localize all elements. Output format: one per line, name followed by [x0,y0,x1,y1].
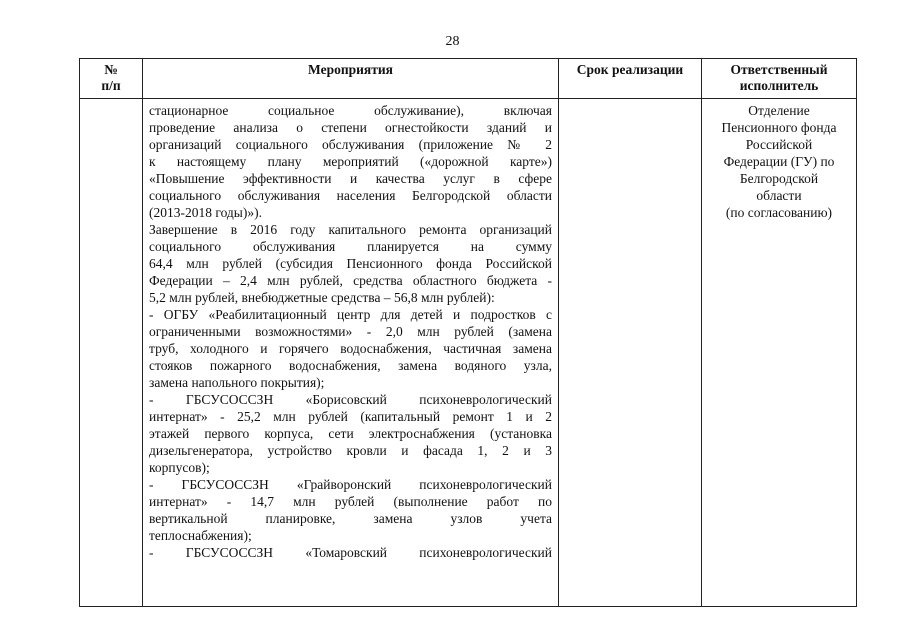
measures-line: вертикальной планировке, замена узлов учета [149,511,552,526]
measures-line: Завершение в 2016 году капитального ремонта организаций [149,222,552,237]
measures-line: - ГБСУСОССЗН «Томаровский психоневрологический [149,545,552,560]
row-num-cell [80,99,143,607]
executor-line: Пенсионного фонда [721,120,837,135]
measures-line: организаций социального обслуживания (приложение № 2 [149,137,552,152]
measures-line: проведение анализа о степени огнестойкости зданий и [149,120,552,135]
measures-line: к настоящему плану мероприятий («дорожной карте») [149,154,552,169]
header-executor [702,59,857,99]
measures-line: интернат» - 25,2 млн рублей (капитальный ремонт 1 и 2 [149,409,552,424]
measures-line: труб, холодного и горячего водоснабжения, частичная замена [149,341,552,356]
header-num [80,59,143,99]
measures-line: социального обслуживания планируется на сумму [149,239,552,254]
measures-cell [143,99,559,607]
executor-line: Белгородской [739,171,819,186]
measures-line: ограниченными возможностями» - 2,0 млн рублей (замена [149,324,552,339]
measures-line: теплоснабжения); [149,528,252,543]
measures-line: социального обслуживания населения Белгородской области [149,188,552,203]
table-body [80,99,857,607]
page-number: 28 [445,34,460,49]
executor-line: Отделение [748,103,810,118]
measures-table [79,58,857,607]
executor-line: Российской [745,137,813,152]
table-row [80,99,857,607]
measures-line: «Повышение эффективности и качества услуг в сфере [149,171,552,186]
measures-line: - ОГБУ «Реабилитационный центр для детей и подростков с [149,307,552,322]
term-cell [559,99,702,607]
header-row [80,59,857,99]
executor-line: Федерации (ГУ) по [723,154,835,169]
measures-line: - ГБСУСОССЗН «Грайворонский психоневрологический [149,477,552,492]
executor-line: области [756,188,802,203]
measures-line: (2013-2018 годы)»). [149,205,262,220]
header-executor-line-1: Ответственный [730,62,828,77]
measures-line: 5,2 млн рублей, внебюджетные средства – 56,8 млн рублей): [149,290,495,305]
measures-line: 64,4 млн рублей (субсидия Пенсионного фонда Российской [149,256,552,271]
measures-line: интернат» - 14,7 млн рублей (выполнение работ по [149,494,552,509]
header-measures: Мероприятия [143,59,559,99]
measures-line: стационарное социальное обслуживание), включая [149,103,552,118]
header-term: Срок реализации [559,59,702,99]
table-header [80,59,857,99]
measures-line: корпусов); [149,460,210,475]
measures-line: стояков пожарного водоснабжения, замена водяного узла, [149,358,552,373]
header-num-line-2: п/п [101,78,121,93]
measures-line: этажей первого корпуса, сети электроснабжения (установка [149,426,552,441]
measures-line: Федерации – 2,4 млн рублей, средства областного бюджета - [149,273,552,288]
header-executor-line-2: исполнитель [739,78,819,93]
measures-line: - ГБСУСОССЗН «Борисовский психоневрологический [149,392,552,407]
measures-line: дизельгенератора, устройство кровли и фасада 1, 2 и 3 [149,443,552,458]
header-num-line-1: № [104,62,118,77]
executor-line: (по согласованию) [725,205,833,220]
measures-line: замена напольного покрытия); [149,375,325,390]
executor-cell [702,99,857,607]
